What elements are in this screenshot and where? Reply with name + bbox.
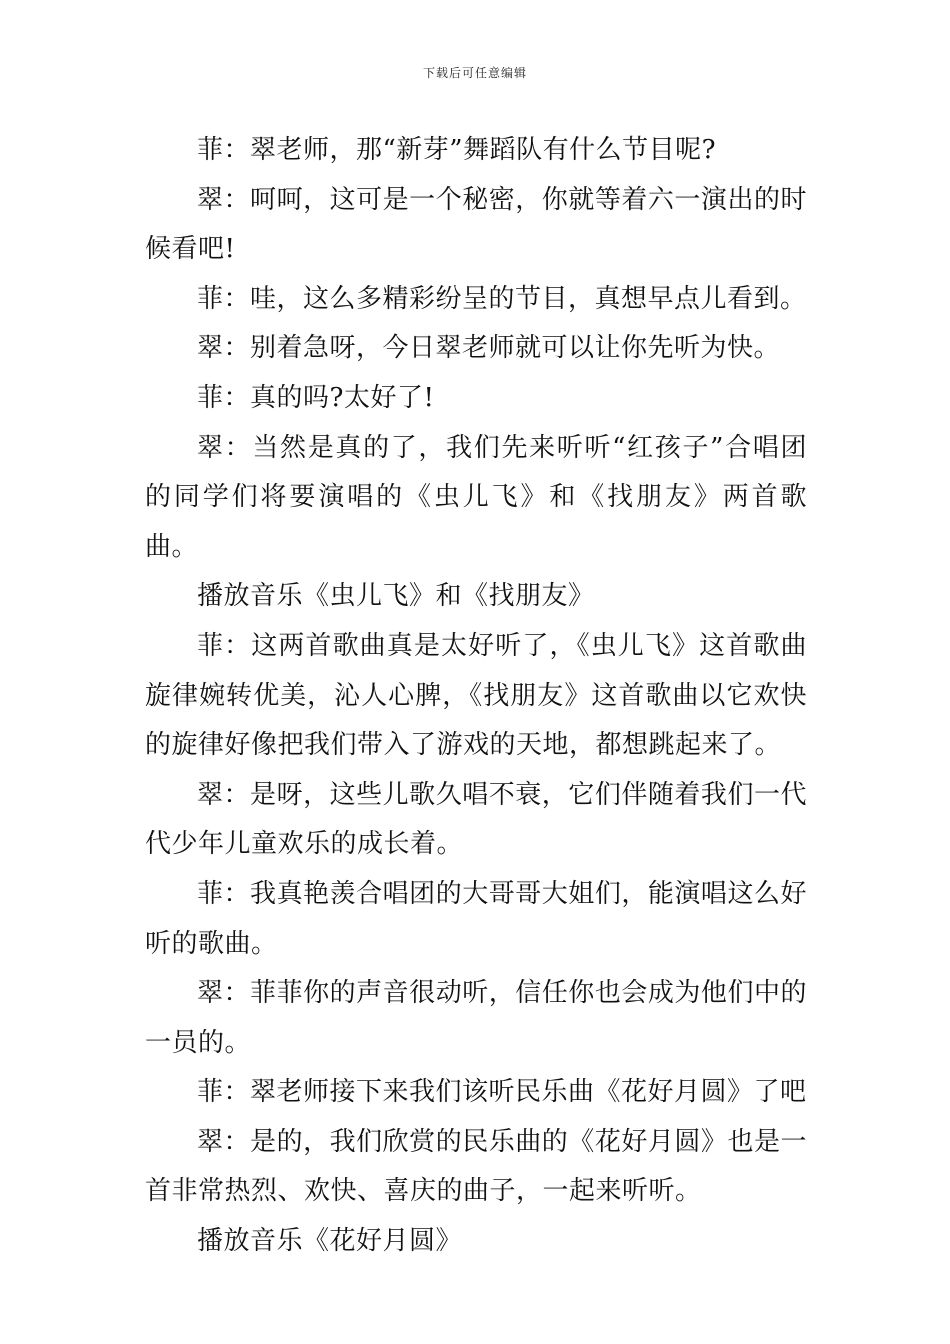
dialogue-paragraph: 翠：呵呵，这可是一个秘密，你就等着六一演出的时候看吧! — [145, 184, 807, 265]
dialogue-paragraph: 翠：是呀，这些儿歌久唱不衰，它们伴随着我们一代代少年儿童欢乐的成长着。 — [145, 779, 807, 860]
dialogue-paragraph: 翠：别着急呀，今日翠老师就可以让你先听为快。 — [197, 333, 781, 364]
dialogue-paragraph: 翠：是的，我们欣赏的民乐曲的《花好月圆》也是一首非常热烈、欢快、喜庆的曲子，一起来听听。 — [145, 1126, 807, 1207]
header-note: 下载后可任意编辑 — [422, 66, 527, 80]
dialogue-paragraph: 菲：我真艳羡合唱团的大哥哥大姐们，能演唱这么好听的歌曲。 — [145, 878, 807, 959]
dialogue-paragraph: 菲：哇，这么多精彩纷呈的节目，真想早点儿看到。 — [197, 283, 807, 314]
document-body — [145, 126, 807, 1267]
dialogue-paragraph: 菲：这两首歌曲真是太好听了，《虫儿飞》这首歌曲旋律婉转优美，沁人心脾，《找朋友》这首歌曲以它欢快的旋律好像把我们带入了游戏的天地，都想跳起来了。 — [145, 630, 807, 761]
dialogue-paragraph: 菲：真的吗?太好了! — [197, 382, 435, 413]
stage-direction: 播放音乐《花好月圆》 — [197, 1226, 463, 1257]
dialogue-paragraph: 菲：翠老师，那“新芽”舞蹈队有什么节目呢? — [197, 135, 717, 165]
stage-direction: 播放音乐《虫儿飞》和《找朋友》 — [197, 581, 595, 612]
dialogue-paragraph: 翠：当然是真的了，我们先来听听“红孩子”合唱团的同学们将要演唱的《虫儿飞》和《找朋友》两首歌曲。 — [145, 432, 807, 562]
dialogue-paragraph: 菲：翠老师接下来我们该听民乐曲《花好月圆》了吧 — [197, 1077, 807, 1108]
dialogue-paragraph: 翠：菲菲你的声音很动听，信任你也会成为他们中的一员的。 — [145, 978, 807, 1058]
